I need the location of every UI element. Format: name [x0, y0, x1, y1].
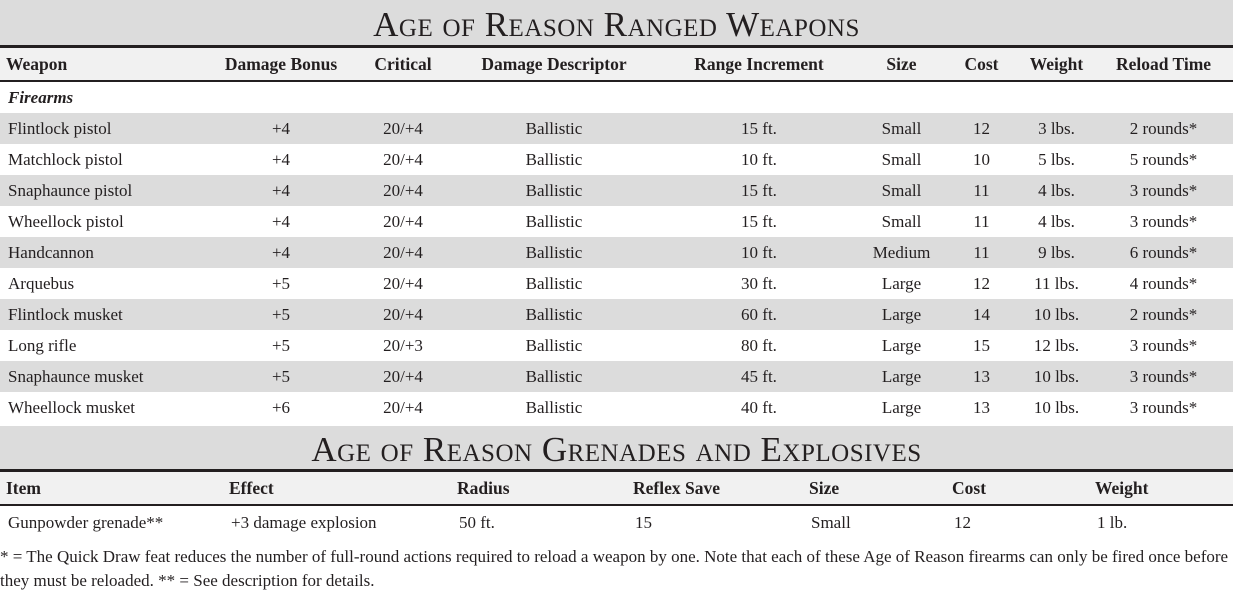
- category-row: [0, 81, 1233, 113]
- col-header-critical: Critical: [357, 47, 449, 82]
- table-cell: Small: [859, 113, 944, 144]
- col-header-damage-descriptor: Damage Descriptor: [449, 47, 659, 82]
- col-header-reload-time: Reload Time: [1094, 47, 1233, 82]
- table-cell: 11 lbs.: [1034, 273, 1079, 293]
- table-cell: Ballistic: [449, 175, 659, 206]
- table-cell: 3 lbs.: [1019, 113, 1094, 144]
- table-cell: Large: [881, 335, 922, 355]
- table-cell: 6 rounds*: [1094, 237, 1233, 268]
- col-header-weapon: Weapon: [0, 47, 205, 82]
- table-cell: Arquebus: [8, 273, 75, 293]
- col-header-size: Size: [859, 47, 944, 82]
- table-cell: Ballistic: [449, 299, 659, 330]
- table-cell: Wheellock pistol: [8, 211, 124, 231]
- table-cell: 4 lbs.: [1038, 211, 1075, 231]
- table-cell: +3 damage explosion: [231, 513, 377, 532]
- table-cell: 20/+3: [383, 335, 423, 355]
- table-cell: +4: [271, 149, 291, 169]
- table-cell: 3 rounds*: [1129, 211, 1198, 231]
- table-cell: 1 lb.: [1097, 513, 1128, 532]
- category-label: Firearms: [0, 81, 1233, 113]
- footnote: * = The Quick Draw feat reduces the number of full-round actions required to reload a weapon by one. Note that each of these Age of Reason firearms can only be fired once before they must be reloaded. ** = See description for details.: [0, 547, 1229, 590]
- table-cell: 40 ft.: [741, 397, 777, 417]
- table-row: [0, 237, 1233, 268]
- table-cell: Small: [811, 513, 851, 532]
- table-cell: 10 lbs.: [1019, 361, 1094, 392]
- table-cell: Ballistic: [525, 149, 583, 169]
- table-cell: +4: [205, 175, 357, 206]
- table-row: [0, 144, 1233, 175]
- table-cell: Ballistic: [525, 397, 583, 417]
- table-cell: Large: [859, 299, 944, 330]
- col-header-reflex-save: Reflex Save: [627, 471, 803, 506]
- table-cell: 60 ft.: [659, 299, 859, 330]
- table-cell: Matchlock pistol: [8, 149, 123, 169]
- table-cell: 12 lbs.: [1033, 335, 1080, 355]
- table-cell: 20/+4: [357, 113, 449, 144]
- ranged-header-row: [0, 47, 1233, 82]
- table-cell: Ballistic: [449, 113, 659, 144]
- table-cell: 20/+4: [357, 361, 449, 392]
- table-cell: 20/+4: [357, 237, 449, 268]
- table-cell: 45 ft.: [659, 361, 859, 392]
- table-cell: Large: [859, 361, 944, 392]
- grenades-header-row: [0, 471, 1233, 506]
- table-cell: Flintlock musket: [0, 299, 205, 330]
- table-cell: 10: [973, 149, 990, 169]
- table-cell: 13: [973, 397, 990, 417]
- col-header-weight: Weight: [1019, 47, 1094, 82]
- table-cell: 3 rounds*: [1094, 175, 1233, 206]
- table-cell: +5: [271, 335, 291, 355]
- table-row: [0, 175, 1233, 206]
- table-cell: +5: [205, 299, 357, 330]
- table-cell: 10 ft.: [741, 149, 777, 169]
- table-cell: 12: [973, 273, 990, 293]
- table-row: [0, 113, 1233, 144]
- table-cell: Ballistic: [449, 237, 659, 268]
- table-cell: Large: [881, 273, 922, 293]
- table-cell: +6: [271, 397, 291, 417]
- table-row: [0, 330, 1233, 361]
- table-cell: Flintlock pistol: [0, 113, 205, 144]
- table-cell: Small: [881, 149, 922, 169]
- table-cell: 20/+4: [383, 211, 423, 231]
- table-cell: Small: [881, 211, 922, 231]
- table-cell: 9 lbs.: [1019, 237, 1094, 268]
- col-header-size: Size: [803, 471, 946, 506]
- col-header-damage-bonus: Damage Bonus: [205, 47, 357, 82]
- table-cell: 15: [973, 335, 990, 355]
- table-cell: 12: [944, 113, 1019, 144]
- table-cell: Medium: [859, 237, 944, 268]
- table-cell: 14: [944, 299, 1019, 330]
- table-cell: 3 rounds*: [1129, 335, 1198, 355]
- table-cell: 11: [944, 175, 1019, 206]
- table-cell: +4: [271, 211, 291, 231]
- table-row: [0, 268, 1233, 299]
- table-cell: +4: [205, 237, 357, 268]
- table-cell: +5: [271, 273, 291, 293]
- table-cell: 3 rounds*: [1129, 397, 1198, 417]
- table-cell: 3 rounds*: [1094, 361, 1233, 392]
- table-cell: 10 lbs.: [1019, 299, 1094, 330]
- table-cell: 4 lbs.: [1019, 175, 1094, 206]
- table-cell: 30 ft.: [741, 273, 777, 293]
- col-header-range-increment: Range Increment: [659, 47, 859, 82]
- col-header-cost: Cost: [944, 47, 1019, 82]
- table-cell: +4: [205, 113, 357, 144]
- table-cell: 20/+4: [383, 397, 423, 417]
- table-cell: 4 rounds*: [1129, 273, 1198, 293]
- table-cell: 80 ft.: [741, 335, 777, 355]
- col-header-radius: Radius: [451, 471, 627, 506]
- table-cell: Gunpowder grenade**: [8, 513, 164, 532]
- table-row: [0, 392, 1233, 423]
- table-cell: Snaphaunce pistol: [0, 175, 205, 206]
- table-cell: 15 ft.: [741, 211, 777, 231]
- table-row: [0, 505, 1233, 540]
- table-cell: 12: [954, 513, 971, 532]
- table-cell: 10 ft.: [659, 237, 859, 268]
- table-cell: 2 rounds*: [1094, 113, 1233, 144]
- table-cell: Small: [859, 175, 944, 206]
- ranged-weapons-table: [0, 45, 1233, 423]
- table-cell: 11: [944, 237, 1019, 268]
- col-header-item: Item: [0, 471, 223, 506]
- col-header-effect: Effect: [223, 471, 451, 506]
- col-header-weight: Weight: [1089, 471, 1233, 506]
- table-row: [0, 361, 1233, 392]
- table-cell: Ballistic: [525, 273, 583, 293]
- table-row: [0, 299, 1233, 330]
- table-cell: 20/+4: [383, 149, 423, 169]
- table-cell: Large: [881, 397, 922, 417]
- table-cell: Snaphaunce musket: [0, 361, 205, 392]
- table-cell: Ballistic: [525, 335, 583, 355]
- table-cell: Long rifle: [8, 335, 77, 355]
- table-cell: Wheellock musket: [8, 397, 135, 417]
- grenades-table: [0, 469, 1233, 540]
- table-cell: 15 ft.: [659, 113, 859, 144]
- table-cell: Ballistic: [525, 211, 583, 231]
- table-cell: +5: [205, 361, 357, 392]
- table-cell: 50 ft.: [459, 513, 495, 532]
- table-cell: 13: [944, 361, 1019, 392]
- table-row: [0, 206, 1233, 237]
- col-header-cost: Cost: [946, 471, 1089, 506]
- grenades-title: Age of Reason Grenades and Explosives: [0, 426, 1233, 469]
- table-cell: Handcannon: [0, 237, 205, 268]
- table-cell: 15 ft.: [659, 175, 859, 206]
- table-cell: 5 rounds*: [1129, 149, 1198, 169]
- table-cell: 20/+4: [357, 175, 449, 206]
- table-cell: 5 lbs.: [1038, 149, 1075, 169]
- table-cell: 20/+4: [383, 273, 423, 293]
- table-cell: 10 lbs.: [1033, 397, 1080, 417]
- table-cell: 2 rounds*: [1094, 299, 1233, 330]
- table-cell: 15: [635, 513, 652, 532]
- table-cell: 20/+4: [357, 299, 449, 330]
- table-cell: 11: [973, 211, 990, 231]
- ranged-weapons-title: Age of Reason Ranged Weapons: [0, 0, 1233, 45]
- table-cell: Ballistic: [449, 361, 659, 392]
